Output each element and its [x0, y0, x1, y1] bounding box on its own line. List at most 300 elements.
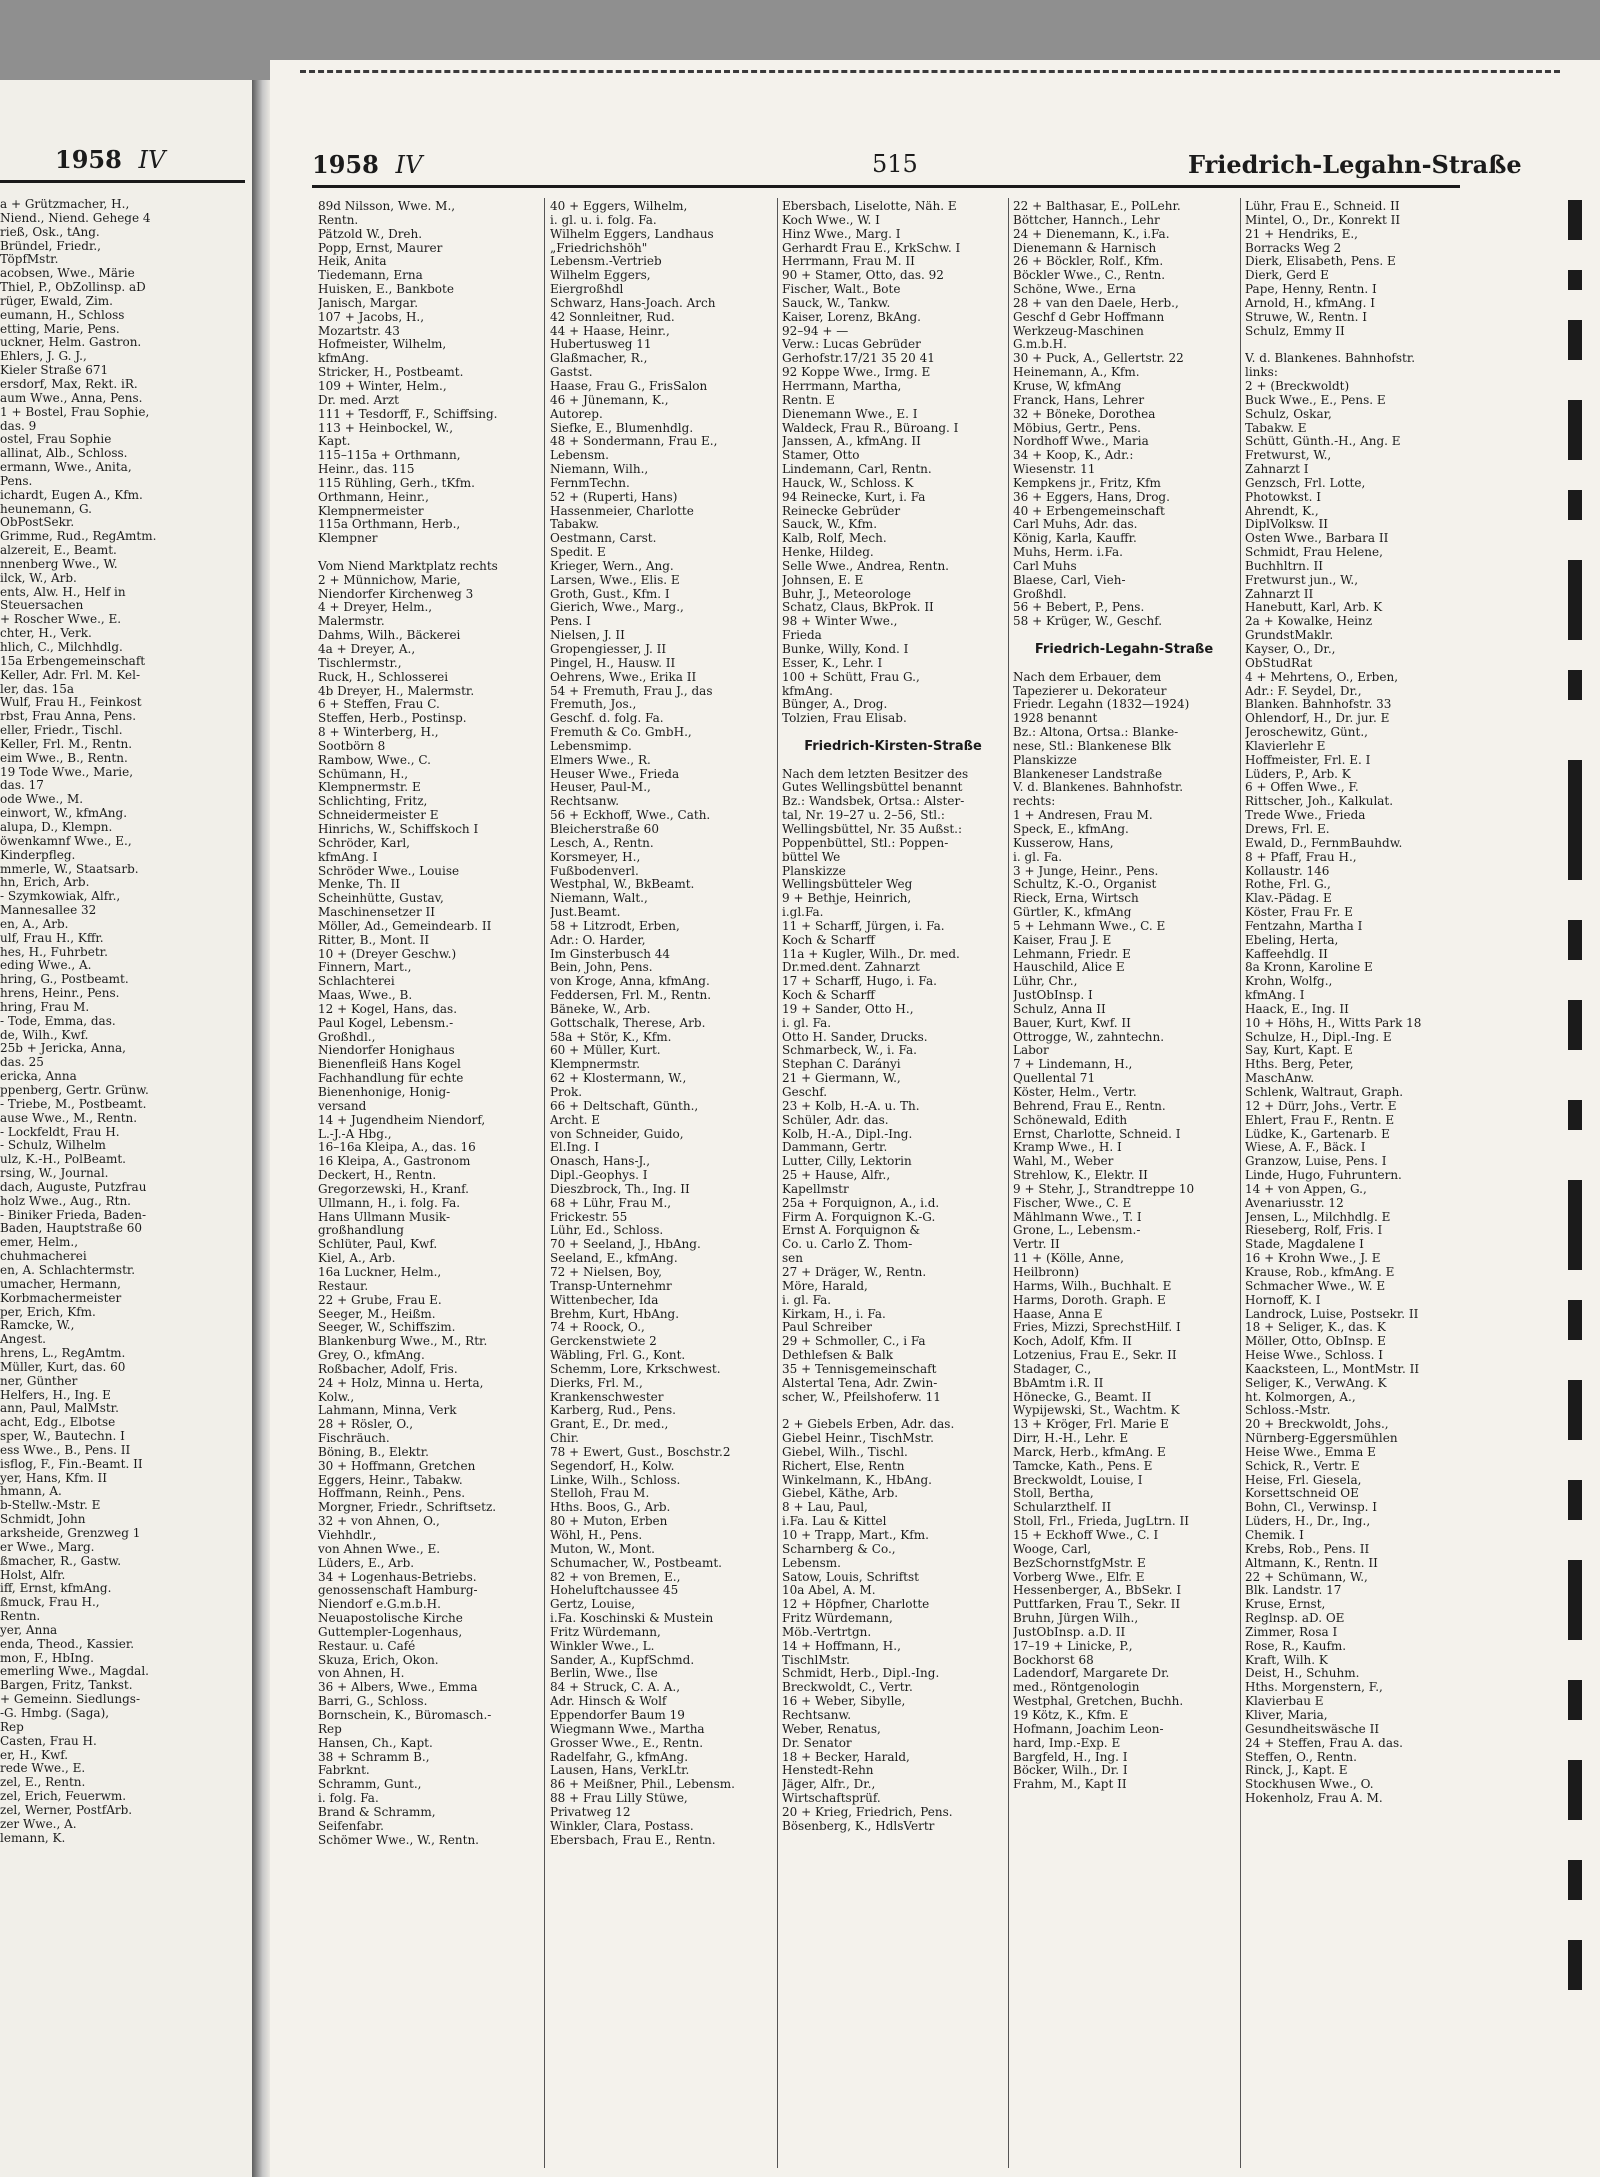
- directory-entry: Adr. Hinsch & Wolf: [550, 1695, 667, 1709]
- directory-entry: Stephan C. Darányi: [782, 1058, 901, 1072]
- directory-entry: 89d Nilsson, Wwe. M.,: [318, 200, 456, 213]
- directory-entry: eller, Friedr., Tischl.: [0, 724, 123, 738]
- directory-entry: Finnern, Mart.,: [318, 961, 412, 975]
- directory-entry: Lühr, Ed., Schloss.: [550, 1224, 664, 1238]
- directory-entry: 21 + Giermann, W.,: [782, 1072, 901, 1086]
- directory-entry: 115 Rühling, Gerh., tKfm.: [318, 476, 475, 490]
- directory-entry: 14 + Jugendheim Niendorf,: [318, 1113, 486, 1127]
- directory-entry: Reglnsp. aD. OE: [1245, 1612, 1345, 1626]
- directory-entry: 60 + Müller, Kurt.: [550, 1044, 661, 1058]
- directory-entry: Struwe, W., Rentn. I: [1245, 310, 1367, 324]
- directory-column-3: [782, 200, 1004, 2165]
- directory-entry: Planskizze: [1013, 753, 1077, 767]
- directory-entry: 25a + Forquignon, A., i.d.: [782, 1196, 940, 1210]
- directory-entry: Selle Wwe., Andrea, Rentn.: [782, 559, 949, 573]
- directory-entry: 19 + Sander, Otto H.,: [782, 1002, 914, 1016]
- directory-entry: Speck, E., kfmAng.: [1013, 822, 1129, 836]
- directory-entry: Kolw.,: [318, 1390, 355, 1404]
- directory-entry: 16a Luckner, Helm.,: [318, 1265, 442, 1279]
- directory-entry: 28 + Rösler, O.,: [318, 1418, 414, 1432]
- directory-entry: 20 + Breckwoldt, Johs.,: [1245, 1418, 1389, 1432]
- directory-entry: Chemik. I: [1245, 1529, 1304, 1542]
- directory-entry: Kaacksteen, L., MontMstr. II: [1245, 1362, 1420, 1376]
- directory-entry: Malermstr.: [318, 615, 385, 629]
- directory-entry: Kaffeehdlg. II: [1245, 947, 1328, 961]
- directory-entry: Schulze, H., Dipl.-Ing. E: [1245, 1030, 1392, 1044]
- directory-entry: Stockhusen Wwe., O.: [1245, 1778, 1374, 1792]
- directory-entry: Stricker, H., Postbeamt.: [318, 366, 464, 380]
- directory-entry: Lutter, Cilly, Lektorin: [782, 1155, 912, 1169]
- directory-entry: 26 + Böckler, Rolf., Kfm.: [1013, 255, 1164, 269]
- directory-entry: Seeger, M., Heißm.: [318, 1307, 436, 1321]
- directory-entry: Guttempler-Logenhaus,: [318, 1625, 463, 1639]
- directory-entry: 62 + Klostermann, W.,: [550, 1072, 687, 1086]
- directory-entry: 3 + Junge, Heinr., Pens.: [1013, 864, 1159, 878]
- directory-entry: Hansen, Ch., Kapt.: [318, 1736, 433, 1750]
- directory-entry: 100 + Schütt, Frau G.,: [782, 670, 920, 684]
- directory-entry: Steuersachen: [0, 599, 84, 613]
- directory-entry: 1928 benannt: [1013, 712, 1098, 726]
- directory-entry: Barri, G., Schloss.: [318, 1695, 428, 1709]
- directory-column-4: [1013, 200, 1235, 2165]
- directory-entry: 113 + Heinbockel, W.,: [318, 421, 454, 435]
- directory-entry: Koch, Adolf, Kfm. II: [1013, 1335, 1132, 1349]
- directory-entry: Jeroschewitz, Günt.,: [1245, 726, 1368, 740]
- directory-entry: Rinck, J., Kapt. E: [1245, 1764, 1348, 1778]
- directory-entry: Siefke, E., Blumenhdlg.: [550, 421, 694, 435]
- directory-entry: Koch Wwe., W. I: [782, 213, 880, 227]
- directory-entry: Grey, O., kfmAng.: [318, 1349, 425, 1363]
- directory-entry: 6 + Offen Wwe., F.: [1245, 781, 1359, 795]
- directory-entry: Dienemann & Harnisch: [1013, 241, 1157, 255]
- directory-entry: Hauck, W., Schloss. K: [782, 476, 914, 490]
- directory-entry: 8 + Lau, Paul,: [782, 1501, 868, 1515]
- directory-entry: Westphal, Gretchen, Buchh.: [1013, 1695, 1184, 1709]
- directory-entry: Bienenfleiß Hans Kogel: [318, 1058, 461, 1072]
- directory-entry: 11 + Scharff, Jürgen, i. Fa.: [782, 919, 945, 933]
- directory-entry: Kinderpfleg.: [0, 848, 76, 862]
- directory-entry: Berlin, Wwe., Ilse: [550, 1667, 658, 1681]
- directory-entry: 16–16a Kleipa, A., das. 16: [318, 1141, 476, 1155]
- directory-entry: Breckwoldt, Louise, I: [1013, 1473, 1143, 1487]
- directory-entry: Bz.: Wandsbek, Ortsa.: Alster-: [782, 795, 965, 809]
- directory-entry: Just.Beamt.: [550, 906, 621, 920]
- directory-entry: Hoffmeister, Frl. E. I: [1245, 753, 1371, 767]
- directory-entry: Dahms, Wilh., Bäckerei: [318, 629, 461, 643]
- directory-entry: Hoffmann, Reinh., Pens.: [318, 1487, 466, 1501]
- directory-entry: scher, W., Pfeilshoferw. 11: [782, 1390, 941, 1404]
- directory-entry: 38 + Schramm B.,: [318, 1750, 430, 1764]
- directory-entry: Wittenbecher, Ida: [550, 1293, 659, 1307]
- directory-entry: ht. Kolmorgen, A.,: [1245, 1390, 1356, 1404]
- directory-entry: Korsettschneid OE: [1245, 1487, 1359, 1501]
- directory-entry: Grimme, Rud., RegAmtm.: [0, 530, 157, 544]
- directory-entry: isflog, F., Fin.-Beamt. II: [0, 1457, 143, 1471]
- directory-entry: i.Fa. Koschinski & Mustein: [550, 1612, 714, 1626]
- directory-entry: Behrend, Frau E., Rentn.: [1013, 1099, 1166, 1113]
- directory-entry: Fretwurst, W.,: [1245, 449, 1332, 463]
- directory-entry: Otto H. Sander, Drucks.: [782, 1030, 928, 1044]
- running-head: Friedrich-Legahn-Straße: [1188, 150, 1522, 179]
- directory-entry: Ernst, Charlotte, Schneid. I: [1013, 1127, 1181, 1141]
- directory-entry: yer, Hans, Kfm. II: [0, 1471, 107, 1485]
- directory-entry: Wäbling, Frl. G., Kont.: [550, 1349, 686, 1363]
- directory-entry: 25 + Hause, Alfr.,: [782, 1169, 891, 1183]
- directory-entry: Tamcke, Kath., Pens. E: [1013, 1459, 1153, 1473]
- directory-entry: Schwarz, Hans-Joach. Arch: [550, 296, 716, 310]
- directory-entry: ause Wwe., M., Rentn.: [0, 1111, 138, 1125]
- top-dashed-line: [300, 70, 1560, 73]
- directory-entry: zel, Erich, Feuerwm.: [0, 1790, 127, 1804]
- directory-entry: Klempnermstr.: [550, 1058, 641, 1072]
- directory-entry: ulz, K.-H., PolBeamt.: [0, 1153, 126, 1167]
- directory-entry: 30 + Puck, A., Gellertstr. 22: [1013, 352, 1184, 366]
- directory-entry: Böckler Wwe., C., Rentn.: [1013, 269, 1166, 283]
- directory-entry: Dierk, Gerd E: [1245, 269, 1329, 283]
- directory-entry: Prok.: [550, 1086, 583, 1099]
- directory-entry: Fries, Mizzi, SprechstHilf. I: [1013, 1321, 1181, 1335]
- directory-entry: 34 + Logenhaus-Betriebs.: [318, 1570, 477, 1584]
- directory-entry: Ruck, H., Schlosserei: [318, 670, 449, 684]
- directory-entry: Tolzien, Frau Elisab.: [782, 712, 907, 726]
- directory-entry: Korsmeyer, H.,: [550, 850, 641, 864]
- directory-entry: 30 + Hoffmann, Gretchen: [318, 1459, 476, 1473]
- directory-entry: ßmuck, Frau H.,: [0, 1596, 100, 1610]
- directory-entry: Werkzeug-Maschinen: [1013, 324, 1144, 338]
- directory-entry: Niendorf e.G.m.b.H.: [318, 1598, 441, 1612]
- directory-entry: de, Wilh., Kwf.: [0, 1028, 89, 1042]
- directory-entry: 115–115a + Orthmann,: [318, 449, 461, 463]
- directory-entry: König, Karla, Kauffr.: [1013, 532, 1137, 546]
- directory-entry: Schemm, Lore, Krkschwest.: [550, 1362, 721, 1376]
- directory-entry: Fritz Würdemann,: [782, 1612, 893, 1626]
- directory-entry: Rieck, Erna, Wirtsch: [1013, 892, 1139, 906]
- directory-entry: Winkler Wwe., L.: [550, 1639, 655, 1653]
- directory-entry: Trede Wwe., Frieda: [1245, 809, 1366, 823]
- directory-entry: 90 + Stamer, Otto, das. 92: [782, 269, 944, 283]
- directory-entry: Arnold, H., kfmAng. I: [1245, 296, 1375, 310]
- directory-entry: 18 + Becker, Harald,: [782, 1750, 910, 1764]
- directory-entry: - Szymkowiak, Alfr.,: [0, 890, 121, 904]
- directory-entry: Sauck, W., Kfm.: [782, 518, 878, 532]
- left-header-rule: [0, 180, 245, 183]
- directory-entry: Bz.: Altona, Ortsa.: Blanke-: [1013, 726, 1179, 740]
- directory-entry: 24 + Steffen, Frau A. das.: [1245, 1736, 1403, 1750]
- directory-entry: Klempnermstr. E: [318, 781, 421, 795]
- directory-entry: Vertr. II: [1013, 1238, 1060, 1252]
- directory-entry: Klempner: [318, 532, 378, 546]
- directory-entry: Bruhn, Jürgen Wilh.,: [1013, 1612, 1139, 1626]
- directory-entry: Haase, Frau G., FrisSalon: [550, 379, 708, 393]
- left-page-column: [0, 198, 245, 2163]
- directory-entry: Gesundheitswäsche II: [1245, 1722, 1380, 1736]
- directory-entry: Möbius, Gertr., Pens.: [1013, 421, 1141, 435]
- directory-entry: Segendorf, H., Kolw.: [550, 1459, 675, 1473]
- directory-entry: Hanebutt, Karl, Arb. K: [1245, 601, 1383, 615]
- directory-entry: per, Erich, Kfm.: [0, 1305, 96, 1319]
- directory-entry: Kusserow, Hans,: [1013, 836, 1114, 850]
- directory-entry: TöpfMstr.: [0, 253, 59, 267]
- directory-entry: Böcker, Wilh., Dr. I: [1013, 1764, 1128, 1778]
- directory-entry: Casten, Frau H.: [0, 1734, 97, 1748]
- directory-entry: [1013, 629, 1235, 643]
- directory-entry: 17–19 + Linicke, P.,: [1013, 1639, 1133, 1653]
- directory-entry: holz Wwe., Aug., Rtn.: [0, 1194, 131, 1208]
- directory-entry: - Schulz, Wilhelm: [0, 1139, 106, 1153]
- directory-entry: Mintel, O., Dr., Konrekt II: [1245, 213, 1401, 227]
- directory-entry: Pape, Henny, Rentn. I: [1245, 283, 1377, 297]
- directory-entry: 46 + Jünemann, K.,: [550, 393, 669, 407]
- directory-entry: Restaur. u. Café: [318, 1639, 416, 1653]
- directory-entry: Krieger, Wern., Ang.: [550, 559, 674, 573]
- directory-entry: - Tode, Emma, das.: [0, 1014, 116, 1028]
- directory-entry: enda, Theod., Kassier.: [0, 1637, 135, 1651]
- directory-entry: 6 + Steffen, Frau C.: [318, 698, 440, 712]
- directory-entry: Lahmann, Minna, Verk: [318, 1404, 457, 1418]
- directory-entry: Krankenschwester: [550, 1390, 664, 1404]
- directory-entry: Schularzthelf. II: [1013, 1501, 1112, 1515]
- directory-entry: Wellingsbütteler Weg: [782, 878, 913, 892]
- directory-entry: 58a + Stör, K., Kfm.: [550, 1030, 672, 1044]
- directory-entry: Schlüter, Paul, Kwf.: [318, 1238, 438, 1252]
- directory-entry: 14 + Hoffmann, H.,: [782, 1639, 901, 1653]
- directory-entry: Rentn. E: [782, 393, 835, 407]
- right-header-year: 1958: [312, 150, 379, 179]
- directory-entry: rbst, Frau Anna, Pens.: [0, 710, 137, 724]
- directory-entry: 84 + Struck, C. A. A.,: [550, 1681, 681, 1695]
- directory-entry: [782, 754, 1004, 768]
- directory-entry: 11 + (Kölle, Anne,: [1013, 1252, 1124, 1266]
- directory-entry: Ladendorf, Margarete Dr.: [1013, 1667, 1170, 1681]
- directory-entry: Lausen, Hans, VerkLtr.: [550, 1764, 690, 1778]
- directory-entry: Giebel, Käthe, Arb.: [782, 1487, 899, 1501]
- directory-entry: MaschAnw.: [1245, 1072, 1315, 1086]
- directory-entry: 4 + Mehrtens, O., Erben,: [1245, 670, 1399, 684]
- directory-entry: Reinecke Gebrüder: [782, 504, 901, 518]
- directory-entry: Hassenmeier, Charlotte: [550, 504, 694, 518]
- directory-entry: Groth, Gust., Kfm. I: [550, 587, 670, 601]
- directory-entry: i. gl. Fa.: [782, 1016, 832, 1030]
- directory-entry: hes, H., Fuhrbetr.: [0, 945, 108, 959]
- directory-column-5: [1245, 200, 1465, 2165]
- directory-entry: 20 + Krieg, Friedrich, Pens.: [782, 1805, 953, 1819]
- directory-entry: 32 + Böneke, Dorothea: [1013, 407, 1156, 421]
- directory-entry: 12 + Dürr, Johs., Vertr. E: [1245, 1099, 1397, 1113]
- directory-entry: von Ahnen, H.: [318, 1667, 405, 1681]
- directory-entry: 58 + Krüger, W., Geschf.: [1013, 615, 1163, 629]
- directory-entry: Vom Niend Marktplatz rechts: [318, 559, 498, 573]
- directory-entry: Westphal, W., BkBeamt.: [550, 878, 695, 892]
- directory-entry: Say, Kurt, Kapt. E: [1245, 1044, 1353, 1058]
- directory-entry: Linde, Hugo, Fuhruntern.: [1245, 1169, 1402, 1183]
- directory-entry: arksheide, Grenzweg 1: [0, 1527, 141, 1540]
- directory-entry: Lebensm.-Vertrieb: [550, 255, 662, 269]
- directory-entry: Henke, Hildeg.: [782, 546, 874, 560]
- directory-entry: Bockhorst 68: [1013, 1653, 1094, 1667]
- directory-entry: Wellingsbüttel, Nr. 35 Außst.:: [782, 822, 963, 836]
- directory-entry: acobsen, Wwe., Märie: [0, 267, 135, 281]
- directory-entry: Bünger, A., Drog.: [782, 698, 888, 712]
- directory-entry: Lehmann, Friedr. E: [1013, 947, 1131, 961]
- directory-entry: Schröder, Karl,: [318, 836, 410, 850]
- directory-entry: Schick, R., Vertr. E: [1245, 1459, 1360, 1473]
- directory-entry: er Wwe., Marg.: [0, 1540, 95, 1554]
- directory-entry: Mählmann Wwe., T. I: [1013, 1210, 1142, 1224]
- directory-entry: 22 + Grube, Frau E.: [318, 1293, 442, 1307]
- directory-entry: Lebensm.: [550, 449, 609, 463]
- directory-entry: 52 + (Ruperti, Hans): [550, 490, 678, 504]
- directory-entry: 98 + Winter Wwe.,: [782, 615, 898, 629]
- directory-entry: Maas, Wwe., B.: [318, 989, 413, 1003]
- directory-entry: Bösenberg, K., HdlsVertr: [782, 1819, 935, 1833]
- directory-entry: 28 + van den Daele, Herb.,: [1013, 296, 1179, 310]
- directory-entry: Kempkens jr., Fritz, Kfm: [1013, 476, 1161, 490]
- directory-entry: Fremuth, Jos.,: [550, 698, 637, 712]
- directory-entry: Hths. Berg, Peter,: [1245, 1058, 1354, 1072]
- directory-entry: hmann, A.: [0, 1485, 62, 1499]
- directory-entry: Paul Schreiber: [782, 1321, 872, 1335]
- directory-entry: Herrmann, Frau M. II: [782, 255, 915, 269]
- directory-entry: hlich, C., Milchhdlg.: [0, 641, 123, 654]
- directory-entry: iff, Ernst, kfmAng.: [0, 1582, 112, 1596]
- directory-entry: Großhdl.: [1013, 587, 1067, 601]
- directory-entry: en, A., Arb.: [0, 917, 69, 931]
- directory-entry: Niemann, Walt.,: [550, 892, 648, 906]
- left-page-header: [55, 145, 165, 174]
- directory-entry: Fabrknt.: [318, 1764, 370, 1778]
- directory-entry: 4b Dreyer, H., Malermstr.: [318, 684, 475, 698]
- left-header-volume: IV: [138, 146, 166, 174]
- directory-entry: Kiel, A., Arb.: [318, 1252, 396, 1266]
- directory-entry: umacher, Hermann,: [0, 1277, 121, 1291]
- directory-entry: 10 + Trapp, Mart., Kfm.: [782, 1529, 929, 1542]
- directory-entry: Schramm, Gunt.,: [318, 1778, 422, 1792]
- directory-entry: eim Wwe., B., Rentn.: [0, 751, 128, 765]
- directory-entry: i. gl. Fa.: [782, 1293, 832, 1307]
- directory-entry: Bornschein, K., Büromasch.-: [318, 1708, 492, 1722]
- directory-entry: Huisken, E., Bankbote: [318, 283, 454, 297]
- directory-entry: uckner, Helm. Gastron.: [0, 336, 142, 350]
- directory-entry: Angest.: [0, 1333, 46, 1347]
- directory-entry: Strehlow, K., Elektr. II: [1013, 1169, 1148, 1183]
- directory-entry: Rep: [0, 1720, 24, 1734]
- directory-entry: Hokenholz, Frau A. M.: [1245, 1792, 1383, 1806]
- directory-entry: Breckwoldt, C., Vertr.: [782, 1681, 913, 1695]
- directory-entry: das. 17: [0, 779, 44, 793]
- directory-entry: Jäger, Alfr., Dr.,: [782, 1778, 876, 1792]
- directory-entry: ilck, W., Arb.: [0, 571, 77, 585]
- directory-entry: V. d. Blankenes. Bahnhofstr.: [1013, 781, 1184, 795]
- directory-entry: Hofmann, Joachim Leon-: [1013, 1722, 1164, 1736]
- directory-entry: 19 Kötz, K., Kfm. E: [1013, 1708, 1129, 1722]
- directory-entry: 1 + Bostel, Frau Sophie,: [0, 405, 150, 419]
- directory-entry: Frickestr. 55: [550, 1210, 628, 1224]
- directory-entry: Bründel, Friedr.,: [0, 239, 101, 253]
- directory-entry: Hofmeister, Wilhelm,: [318, 338, 447, 352]
- directory-entry: Harms, Doroth. Graph. E: [1013, 1293, 1166, 1307]
- directory-entry: Kolb, H.-A., Dipl.-Ing.: [782, 1127, 913, 1141]
- directory-entry: Haase, Anna E: [1013, 1307, 1103, 1321]
- directory-entry: Ernst A. Forquignon &: [782, 1224, 921, 1238]
- directory-entry: TischlMstr.: [782, 1653, 850, 1667]
- directory-entry: [1245, 338, 1465, 352]
- directory-entry: kfmAng.: [318, 352, 369, 366]
- directory-entry: a + Grützmacher, H.,: [0, 198, 130, 211]
- directory-entry: rechts:: [1013, 795, 1056, 809]
- directory-entry: Labor: [1013, 1044, 1049, 1058]
- directory-entry: Planskizze: [782, 864, 846, 878]
- directory-entry: Schlachterei: [318, 975, 395, 989]
- directory-entry: Ebeling, Herta,: [1245, 933, 1339, 947]
- directory-entry: 88 + Frau Lilly Stüwe,: [550, 1792, 688, 1806]
- directory-entry: Menke, Th. II: [318, 878, 400, 892]
- directory-entry: Bleicherstraße 60: [550, 822, 659, 836]
- directory-entry: Carl Muhs, Adr. das.: [1013, 518, 1138, 532]
- directory-entry: Seeland, E., kfmAng.: [550, 1252, 678, 1266]
- directory-entry: Nordhoff Wwe., Maria: [1013, 435, 1149, 449]
- directory-entry: Gierich, Wwe., Marg.,: [550, 601, 684, 615]
- directory-entry: Dierk, Elisabeth, Pens. E: [1245, 255, 1396, 269]
- directory-entry: ulf, Frau H., Kffr.: [0, 931, 104, 945]
- directory-entry: Gottschalk, Therese, Arb.: [550, 1016, 706, 1030]
- directory-entry: Dethlefsen & Balk: [782, 1349, 894, 1363]
- directory-entry: JustObInsp. I: [1013, 989, 1093, 1003]
- page-number: 515: [872, 150, 918, 178]
- directory-entry: Oestmann, Carst.: [550, 532, 657, 546]
- directory-entry: mmerle, W., Staatsarb.: [0, 862, 139, 876]
- directory-entry: Satow, Louis, Schriftst: [782, 1570, 919, 1584]
- column-divider: [1008, 198, 1009, 2168]
- directory-entry: Kramp Wwe., H. I: [1013, 1141, 1122, 1155]
- directory-entry: Lühr, Frau E., Schneid. II: [1245, 200, 1400, 213]
- directory-entry: Heise Wwe., Schloss. I: [1245, 1349, 1384, 1363]
- directory-entry: 16 + Krohn Wwe., J. E: [1245, 1252, 1381, 1266]
- directory-entry: Schultz, K.-O., Organist: [1013, 878, 1157, 892]
- directory-entry: ObPostSekr.: [0, 516, 75, 530]
- directory-entry: 24 + Dienemann, K., i.Fa.: [1013, 227, 1170, 241]
- directory-entry: das. 25: [0, 1056, 44, 1070]
- directory-entry: 34 + Koop, K., Adr.:: [1013, 449, 1134, 463]
- directory-entry: großhandlung: [318, 1224, 404, 1238]
- street-heading: Friedrich-Kirsten-Straße: [804, 739, 982, 754]
- directory-entry: Rep: [318, 1722, 342, 1736]
- directory-entry: Grant, E., Dr. med.,: [550, 1418, 669, 1432]
- directory-entry: 17 + Scharff, Hugo, i. Fa.: [782, 975, 937, 989]
- directory-entry: Onasch, Hans-J.,: [550, 1155, 651, 1169]
- directory-entry: von Kroge, Anna, kfmAng.: [550, 975, 710, 989]
- directory-entry: chter, H., Verk.: [0, 627, 92, 641]
- directory-entry: Weber, Renatus,: [782, 1722, 881, 1736]
- directory-entry: Heilbronn): [1013, 1265, 1080, 1279]
- directory-entry: Geschf d Gebr Hoffmann: [1013, 310, 1165, 324]
- directory-entry: 18 + Seliger, K., das. K: [1245, 1321, 1386, 1335]
- directory-entry: Franck, Hans, Lehrer: [1013, 393, 1145, 407]
- directory-entry: Paul Kogel, Lebensm.-: [318, 1016, 454, 1030]
- directory-entry: 82 + von Bremen, E.,: [550, 1570, 681, 1584]
- directory-entry: 27 + Dräger, W., Rentn.: [782, 1265, 927, 1279]
- directory-entry: 13 + Kröger, Frl. Marie E: [1013, 1418, 1169, 1432]
- directory-entry: i.Fa. Lau & Kittel: [782, 1515, 887, 1529]
- directory-entry: Dr. Senator: [782, 1736, 852, 1750]
- directory-entry: Gürtler, K., kfmAng: [1013, 906, 1132, 920]
- directory-entry: Fritz Würdemann,: [550, 1625, 661, 1639]
- left-header-year: 1958: [55, 145, 122, 174]
- directory-entry: Kalb, Rolf, Mech.: [782, 532, 887, 546]
- directory-entry: Nach dem letzten Besitzer des: [782, 767, 969, 781]
- directory-entry: 36 + Eggers, Hans, Drog.: [1013, 490, 1170, 504]
- directory-entry: Wiese, A. F., Bäck. I: [1245, 1141, 1366, 1155]
- directory-entry: [782, 1404, 1004, 1418]
